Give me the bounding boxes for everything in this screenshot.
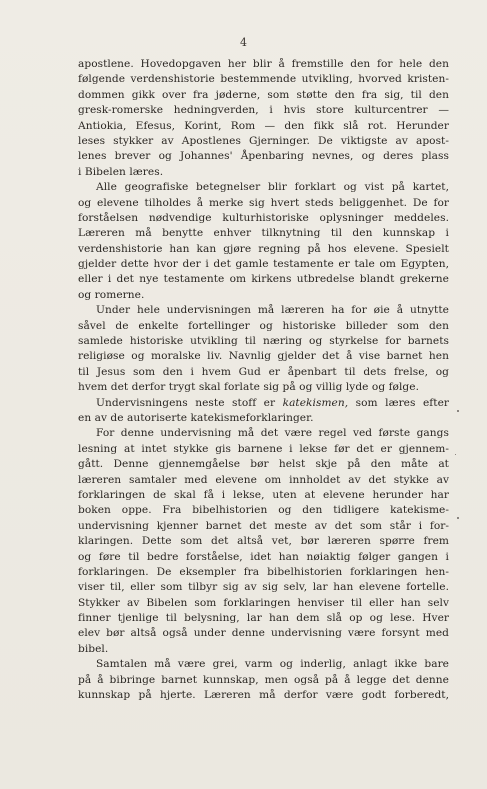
- body-text: [78, 57, 449, 703]
- text-line: verdenshistorie han kan gjøre regning på hos elevene. Spesielt: [78, 242, 449, 255]
- text-line: forståelsen nødvendige kulturhistoriske oplysninger meddeles.: [78, 211, 449, 224]
- text-line: leses stykker av Apostlenes Gjerninger. De viktigste av apost-: [78, 134, 449, 147]
- text-line: eller i det nye testamente om kirkens utbredelse blandt grekerne: [78, 273, 449, 286]
- text-line: samlede historiske utvikling til næring og styrkelse for barnets: [78, 335, 449, 348]
- text-line: Alle geografiske betegnelser blir forklart og vist på kartet,: [96, 181, 449, 194]
- text-line: forklaringen. De eksempler fra bibelhistorien forklaringen hen-: [78, 565, 449, 578]
- text-line: og elevene tilholdes å merke sig hvert steds beliggenhet. De for: [78, 196, 449, 209]
- text-line: Samtalen må være grei, varm og inderlig, anlagt ikke bare: [96, 658, 449, 671]
- text-line: en av de autoriserte katekismeforklaringer.: [78, 411, 314, 424]
- text-line: hvem det derfor trygt skal forlate sig på og villig lyde og følge.: [78, 381, 419, 394]
- text-line: apostlene. Hovedopgaven her blir å fremstille den for hele den: [78, 58, 449, 70]
- text-line: forklaringen de skal få i lekse, uten at elevene herunder har: [78, 488, 449, 501]
- paper-speck: [455, 454, 456, 455]
- paragraph-2: [78, 180, 449, 303]
- text-line: finner tjenlige til belysning, lar han dem slå op og lese. Hver: [78, 612, 449, 625]
- text-line: boken oppe. Fra bibelhistorien og den tidligere katekisme-: [78, 504, 449, 517]
- text-line: elev bør altså også under denne undervisning være forsynt med: [78, 627, 449, 640]
- text-line: gjelder dette hvor der i det gamle testamente er tale om Egypten,: [78, 258, 449, 271]
- text-line: [78, 396, 449, 411]
- text-line: Under hele undervisningen må læreren ha for øie å utnytte: [96, 304, 449, 317]
- text-line: bibel.: [78, 642, 109, 655]
- text-line: lesning at intet stykke gis barnene i lekse før det er gjennem-: [78, 442, 449, 455]
- text-line: følgende verdenshistorie bestemmende utvikling, hvorved kristen-: [78, 73, 449, 86]
- emphasis-text: katekismen,: [282, 396, 349, 409]
- text-line: gresk-romerske hedningverden, i hvis store kulturcentrer —: [78, 104, 449, 117]
- paragraph-3: [78, 303, 449, 395]
- text-line: og føre til bedre forståelse, idet han nøiaktig følger gangen i: [78, 550, 449, 563]
- text-segment: som læres efter: [355, 396, 449, 409]
- text-line: til Jesus som den i hvem Gud er åpenbart til dets frelse, og: [78, 365, 449, 378]
- text-line: såvel de enkelte fortellinger og historiske billeder som den: [78, 319, 449, 332]
- text-line: gått. Denne gjennemgåelse bør helst skje på den måte at: [78, 458, 449, 471]
- paper-speck: [457, 517, 459, 519]
- text-line: og romerne.: [78, 288, 145, 301]
- paper-speck: [457, 410, 459, 412]
- text-line: kunnskap på hjerte. Læreren må derfor være godt forberedt,: [78, 689, 449, 702]
- paragraph-5: [78, 426, 449, 657]
- text-segment: Undervisningens neste stoff er: [96, 396, 276, 409]
- text-line: på å bibringe barnet kunnskap, men også på å legge det denne: [78, 673, 449, 686]
- text-line: lenes brever og Johannes' Åpenbaring nevnes, og deres plass: [78, 150, 449, 163]
- text-line: For denne undervisning må det være regel ved første gangs: [96, 427, 449, 440]
- paragraph-4: [78, 396, 449, 427]
- text-line: dommen gikk over fra jøderne, som støtte den fra sig, til den: [78, 88, 449, 101]
- paragraph-1: [78, 57, 449, 180]
- paragraph-6: [78, 657, 449, 703]
- text-line: klaringen. Dette som det altså vet, bør læreren spørre frem: [78, 535, 449, 548]
- text-line: læreren samtaler med elevene om innholdet av det stykke av: [78, 473, 449, 486]
- text-line: i Bibelen læres.: [78, 165, 164, 178]
- text-line: Antiokia, Efesus, Korint, Rom — den fikk slå rot. Herunder: [78, 119, 449, 132]
- text-line: viser til, eller som tilbyr sig av sig selv, lar han elevene fortelle.: [78, 581, 449, 594]
- text-line: Stykker av Bibelen som forklaringen henviser til eller han selv: [78, 596, 449, 609]
- text-line: undervisning kjenner barnet det meste av det som står i for-: [78, 519, 449, 532]
- text-line: religiøse og moralske liv. Navnlig gjelder det å vise barnet hen: [78, 350, 449, 363]
- text-line: Læreren må benytte enhver tilknytning til den kunnskap i: [78, 227, 449, 240]
- page-number: 4: [240, 36, 247, 49]
